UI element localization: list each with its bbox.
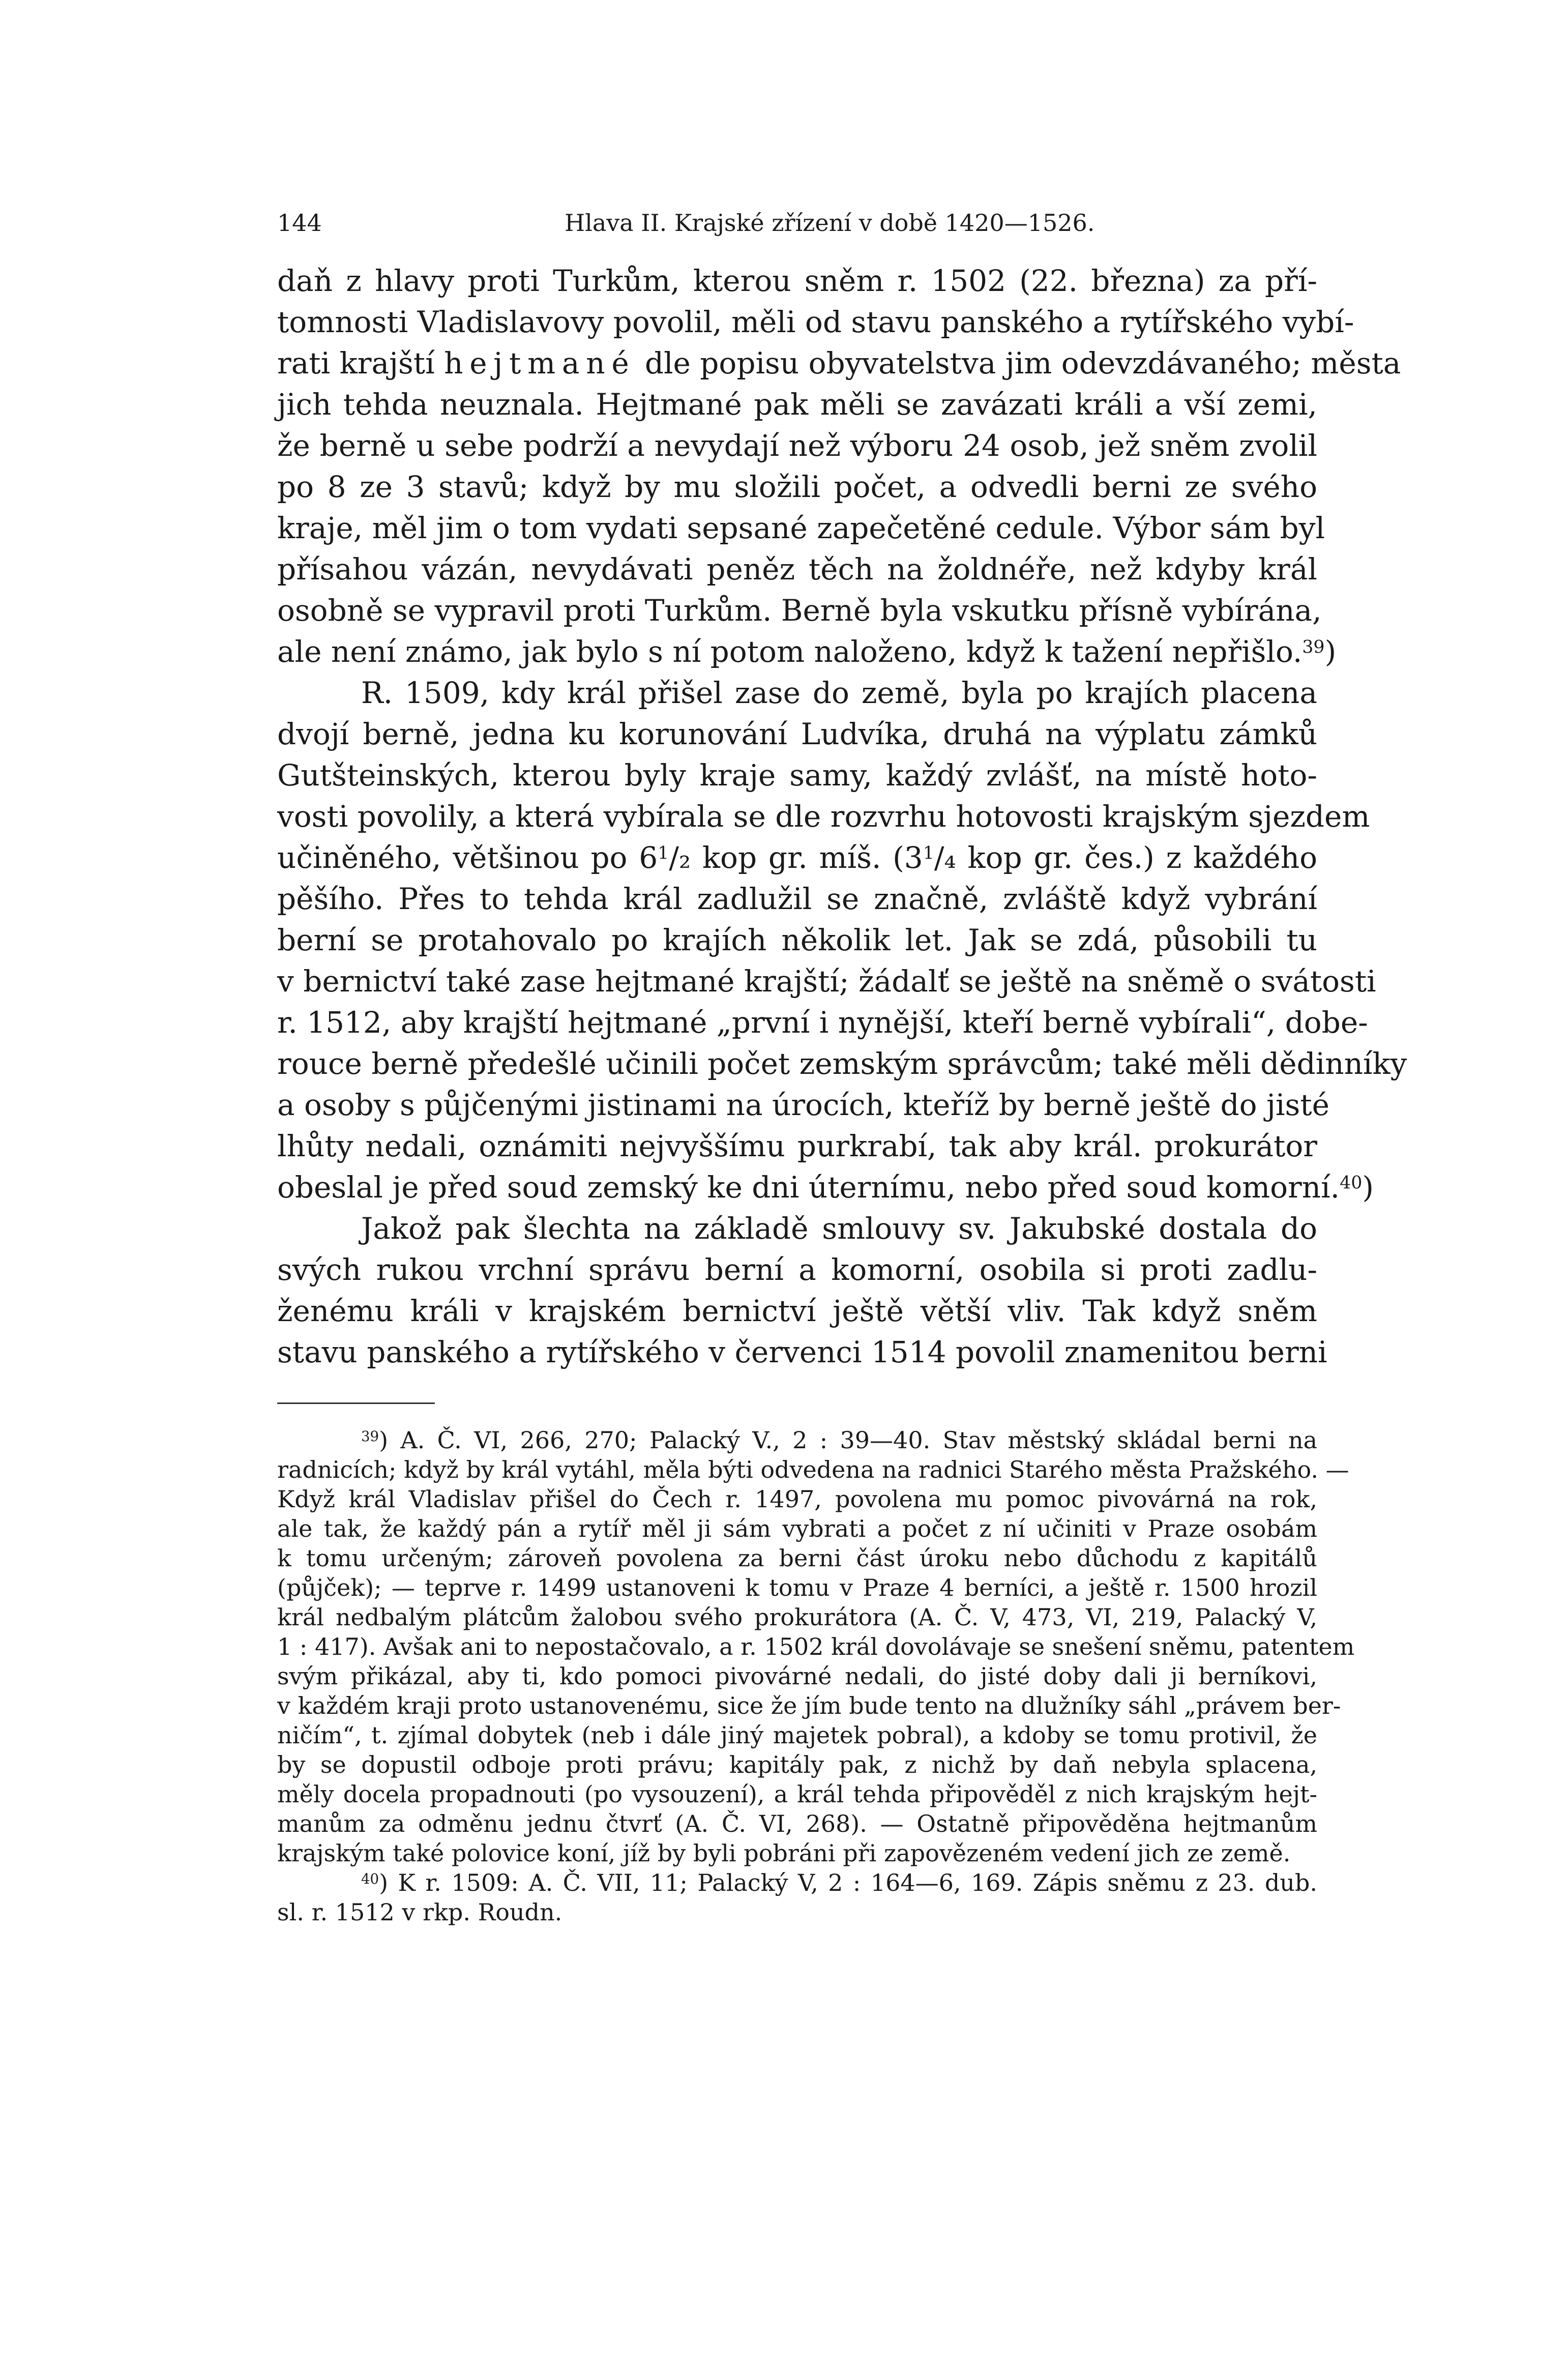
footnote-line: král nedbalým plátcům žalobou svého prokurátora (A. Č. V, 473, VI, 219, Palacký V, <box>277 1603 1317 1631</box>
fraction-numerator: 1 <box>658 843 669 864</box>
footnote-line: měly docela propadnouti (po vysouzení), a král tehda připověděl z nich krajským hejt- <box>277 1780 1317 1808</box>
text-fragment: /₄ kop gr. čes.) z každého <box>934 840 1317 875</box>
footnote-line: sl. r. 1512 v rkp. Roudn. <box>277 1898 563 1926</box>
text-line: jich tehda neuznala. Hejtmané pak měli se zavázati králi a vší zemi, <box>277 387 1317 422</box>
text-fragment: /₂ kop gr. míš. (3 <box>669 840 923 875</box>
footnote-line: by se dopustil odboje proti právu; kapitály pak, z nichž by daň nebyla splacena, <box>277 1751 1317 1778</box>
text-line: osobně se vypravil proti Turkům. Berně byla vskutku přísně vybírána, <box>277 593 1322 628</box>
footnote-marker-40: 40 <box>361 1870 379 1888</box>
running-title: Hlava II. Krajské zřízení v době 1420—1526. <box>565 209 1095 237</box>
footnote-line: ale tak, že každý pán a rytíř měl ji sám vybrati a počet z ní učiniti v Praze osobám <box>277 1515 1317 1542</box>
text-line: po 8 ze 3 stavů; když by mu složili počet, a odvedli berni ze svého <box>277 470 1317 504</box>
footnote-line: ničím“, t. zjímal dobytek (neb i dále jiný majetek pobral), a kdoby se tomu protivil, že <box>277 1721 1317 1749</box>
text-line <box>277 837 1317 879</box>
footnote-ref-40: 40 <box>1340 1173 1363 1193</box>
text-line: pěšího. Přes to tehda král zadlužil se značně, zvláště když vybrání <box>277 882 1317 916</box>
text-line: rouce berně předešlé učinili počet zemským správcům; také měli dědinníky <box>277 1046 1407 1081</box>
footnote-line: svým přikázal, aby ti, kdo pomoci pivovárné nedali, do jisté doby dali ji berníkovi, <box>277 1662 1317 1690</box>
text-fragment: ale není známo, jak bylo s ní potom naloženo, když k tažení nepřišlo. <box>277 634 1303 669</box>
text-line: kraje, měl jim o tom vydati sepsané zapečetěné cedule. Výbor sám byl <box>277 511 1325 545</box>
text-line: lhůty nedali, oznámiti nejvyššímu purkrabí, tak aby král. prokurátor <box>277 1129 1317 1163</box>
text-line: berní se protahovalo po krajích několik let. Jak se zdá, působili tu <box>277 923 1317 957</box>
footnote-line: manům za odměnu jednu čtvrť (A. Č. VI, 268). — Ostatně připověděna hejtmanům <box>277 1810 1317 1837</box>
fraction-numerator: 1 <box>923 843 934 864</box>
text-line: stavu panského a rytířského v červenci 1514 povolil znamenitou berni <box>277 1335 1327 1369</box>
text-line <box>277 1167 1374 1208</box>
book-page <box>10 10 1558 2358</box>
footnote-separator <box>277 1402 435 1404</box>
footnote-line <box>277 1868 1317 1897</box>
footnote-line: k tomu určeným; zároveň povolena za berni část úroku nebo důchodu z kapitálů <box>277 1544 1317 1572</box>
main-text <box>277 260 1407 1373</box>
text-line: že berně u sebe podrží a nevydají než výboru 24 osob, jež sněm zvolil <box>277 428 1317 463</box>
footnotes <box>277 1425 1355 1927</box>
footnote-line: 1 : 417). Avšak ani to nepostačovalo, a r. 1502 král dovolávaje se snešení sněmu, patentem <box>277 1633 1355 1660</box>
text-fragment: dle popisu obyvatelstva jim odevzdávaného; města <box>644 346 1401 381</box>
text-line: přísahou vázán, nevydávati peněz těch na žoldnéře, než kdyby král <box>277 552 1317 587</box>
text-fragment: ) <box>1362 1170 1374 1205</box>
text-fragment: obeslal je před soud zemský ke dni úternímu, nebo před soud komorní. <box>277 1170 1340 1205</box>
footnote-marker-39: 39 <box>361 1428 379 1445</box>
page-number: 144 <box>277 209 322 237</box>
text-line: daň z hlavy proti Turkům, kterou sněm r. 1502 (22. března) za pří- <box>277 264 1317 298</box>
spaced-emphasis: hejtmané <box>444 346 636 381</box>
footnote-ref-39: 39 <box>1302 637 1325 658</box>
text-line <box>277 631 1337 673</box>
text-line <box>277 343 1401 384</box>
text-line: Gutšteinských, kterou byly kraje samy, každý zvlášť, na místě hoto- <box>277 758 1317 793</box>
text-line: svých rukou vrchní správu berní a komorní, osobila si proti zadlu- <box>277 1252 1317 1287</box>
text-fragment: ) <box>1324 634 1337 669</box>
footnote-line: (půjček); — teprve r. 1499 ustanoveni k tomu v Praze 4 berníci, a ještě r. 1500 hrozil <box>277 1574 1317 1601</box>
text-line: vosti povolily, a která vybírala se dle rozvrhu hotovosti krajským sjezdem <box>277 799 1370 834</box>
text-fragment: učiněného, většinou po 6 <box>277 840 658 875</box>
text-line: v bernictví také zase hejtmané krajští; žádalť se ještě na sněmě o svátosti <box>277 964 1376 999</box>
text-line: ženému králi v krajském bernictví ještě větší vliv. Tak když sněm <box>277 1294 1317 1328</box>
footnote-line: radnicích; když by král vytáhl, měla býti odvedena na radnici Starého města Pražského. — <box>277 1456 1349 1483</box>
footnote-line: Když král Vladislav přišel do Čech r. 1497, povolena mu pomoc pivovárná na rok, <box>277 1485 1317 1513</box>
text-line: tomnosti Vladislavovy povolil, měli od stavu panského a rytířského vybí- <box>277 305 1354 339</box>
text-line: a osoby s půjčenými jistinami na úrocích, kteříž by berně ještě do jisté <box>277 1088 1329 1122</box>
text-fragment: ) A. Č. VI, 266, 270; Palacký V., 2 : 39—40. Stav městský skládal berni na <box>379 1426 1317 1454</box>
footnote-line: v každém kraji proto ustanovenému, sice že jím bude tento na dlužníky sáhl „právem ber- <box>277 1692 1341 1719</box>
text-line: r. 1512, aby krajští hejtmané „první i nynější, kteří berně vybírali“, dobe- <box>277 1005 1368 1040</box>
footnote-line <box>277 1425 1317 1455</box>
text-line: dvojí berně, jedna ku korunování Ludvíka, druhá na výplatu zámků <box>277 717 1317 751</box>
text-line: R. 1509, kdy král přišel zase do země, byla po krajích placena <box>361 676 1317 710</box>
footnote-line: krajským také polovice koní, jíž by byli pobráni při zapovězeném vedení jich ze země. <box>277 1839 1291 1867</box>
text-line: Jakož pak šlechta na základě smlouvy sv. Jakubské dostala do <box>361 1211 1317 1246</box>
text-fragment: rati krajští <box>277 346 435 381</box>
text-fragment: ) K r. 1509: A. Č. VII, 11; Palacký V, 2 : 164—6, 169. Zápis sněmu z 23. dub. <box>379 1869 1317 1896</box>
